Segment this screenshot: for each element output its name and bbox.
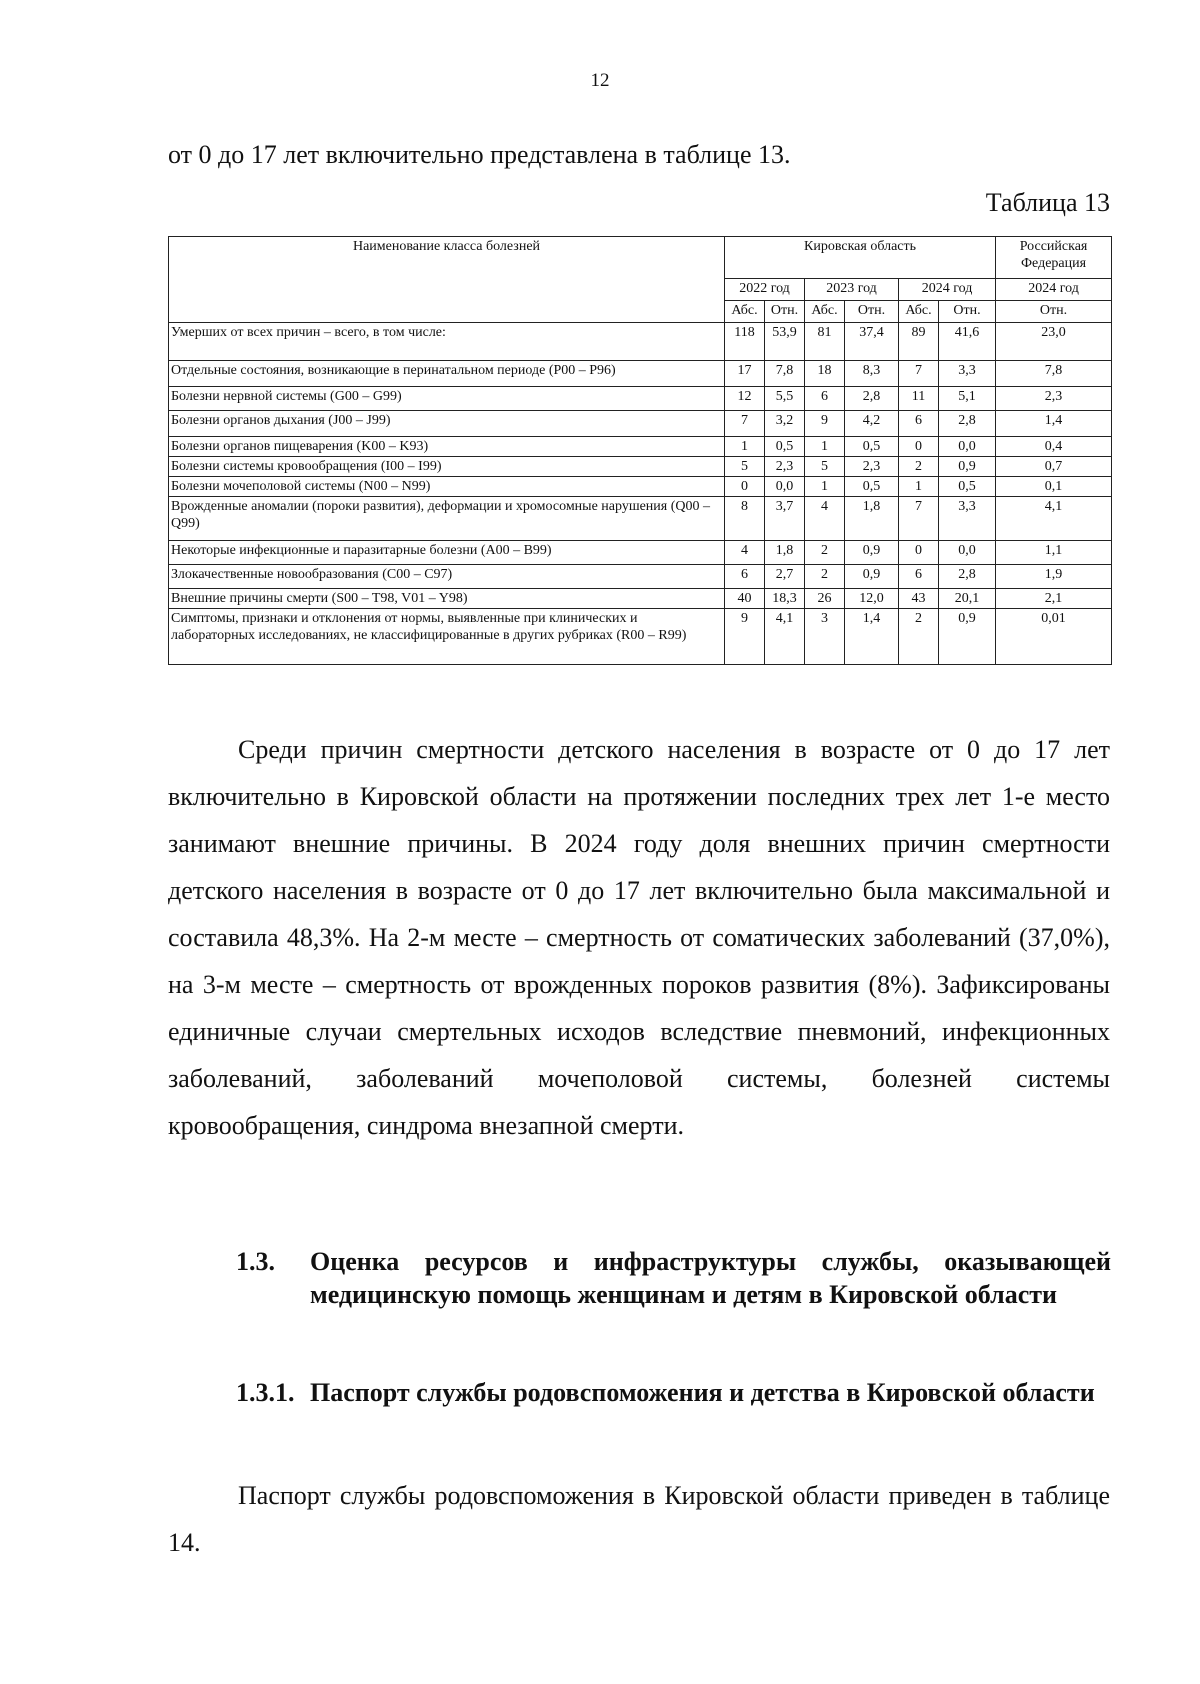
value-cell: 53,9: [765, 323, 805, 361]
table-row: [169, 497, 1112, 541]
header-kirov-region: Кировская область: [725, 237, 996, 279]
value-cell: 9: [725, 609, 765, 665]
body-paragraph: [168, 726, 1110, 1149]
disease-class-name: Врожденные аномалии (пороки развития), деформации и хромосомные нарушения (Q00 – Q99): [169, 497, 725, 541]
header-rel: Отн.: [939, 301, 996, 323]
value-cell: 5: [725, 457, 765, 477]
header-disease-class: Наименование класса болезней: [169, 237, 725, 323]
value-cell: 1,1: [996, 541, 1112, 565]
value-cell: 1: [805, 437, 845, 457]
table-row: [169, 477, 1112, 497]
disease-class-name: Симптомы, признаки и отклонения от нормы, выявленные при клинических и лабораторных исследованиях, не классифицированные в других рубриках (R00 – R99): [169, 609, 725, 665]
value-cell: 2,3: [845, 457, 899, 477]
value-cell: 89: [899, 323, 939, 361]
value-cell: 0: [899, 541, 939, 565]
value-cell: 81: [805, 323, 845, 361]
header-russian-federation: Российская Федерация: [996, 237, 1112, 279]
table-row: [169, 411, 1112, 437]
value-cell: 3,3: [939, 497, 996, 541]
disease-class-name: Злокачественные новообразования (C00 – C97): [169, 565, 725, 589]
value-cell: 0,5: [765, 437, 805, 457]
value-cell: 0: [899, 437, 939, 457]
table-row: [169, 541, 1112, 565]
value-cell: 1,8: [765, 541, 805, 565]
value-cell: 18: [805, 361, 845, 387]
value-cell: 3: [805, 609, 845, 665]
section-number: 1.3.: [236, 1247, 275, 1276]
value-cell: 0,5: [939, 477, 996, 497]
table-caption: Таблица 13: [985, 188, 1110, 217]
value-cell: 7: [899, 361, 939, 387]
header-year: 2024 год: [996, 279, 1112, 301]
value-cell: 2: [899, 457, 939, 477]
value-cell: 6: [805, 387, 845, 411]
value-cell: 26: [805, 589, 845, 609]
value-cell: 6: [725, 565, 765, 589]
disease-class-name: Умерших от всех причин – всего, в том числе:: [169, 323, 725, 361]
paragraph-text: Среди причин смертности детского населения в возрасте от 0 до 17 лет включительно в Кировской области на протяжении последних трех лет 1-е место занимают внешние причины. В 2024 году доля внешних причин смертности детского населения в возрасте от 0 до 17 лет включительно была максимальной и составила 48,3%. На 2-м месте – смертность от соматических заболеваний (37,0%), на 3-м месте – смертность от врожденных пороков развития (8%). Зафиксированы единичные случаи смертельных исходов вследствие пневмоний, инфекционных заболеваний, заболеваний мочеполовой системы, болезней системы кровообращения, синдрома внезапной смерти.: [168, 735, 1110, 1140]
disease-class-name: Болезни органов пищеварения (K00 – K93): [169, 437, 725, 457]
value-cell: 1,9: [996, 565, 1112, 589]
value-cell: 4,1: [765, 609, 805, 665]
value-cell: 1: [725, 437, 765, 457]
header-rel: Отн.: [996, 301, 1112, 323]
value-cell: 12: [725, 387, 765, 411]
header-abs: Абс.: [899, 301, 939, 323]
value-cell: 2,1: [996, 589, 1112, 609]
value-cell: 5: [805, 457, 845, 477]
table-row: [169, 609, 1112, 665]
value-cell: 12,0: [845, 589, 899, 609]
section-title: Паспорт службы родовспоможения и детства в Кировской области: [310, 1378, 1095, 1407]
value-cell: 0,9: [845, 541, 899, 565]
value-cell: 7: [725, 411, 765, 437]
value-cell: 40: [725, 589, 765, 609]
value-cell: 20,1: [939, 589, 996, 609]
value-cell: 11: [899, 387, 939, 411]
value-cell: 23,0: [996, 323, 1112, 361]
value-cell: 0,7: [996, 457, 1112, 477]
value-cell: 0,5: [845, 477, 899, 497]
value-cell: 0,0: [765, 477, 805, 497]
value-cell: 2: [805, 541, 845, 565]
disease-class-name: Болезни нервной системы (G00 – G99): [169, 387, 725, 411]
table-row: [169, 565, 1112, 589]
value-cell: 5,1: [939, 387, 996, 411]
value-cell: 2,3: [996, 387, 1112, 411]
value-cell: 17: [725, 361, 765, 387]
value-cell: 7,8: [765, 361, 805, 387]
value-cell: 4,2: [845, 411, 899, 437]
table-row: [169, 457, 1112, 477]
intro-text: от 0 до 17 лет включительно представлена в таблице 13.: [168, 140, 791, 169]
header-rel: Отн.: [765, 301, 805, 323]
value-cell: 2,8: [845, 387, 899, 411]
value-cell: 5,5: [765, 387, 805, 411]
header-abs: Абс.: [725, 301, 765, 323]
value-cell: 1,4: [996, 411, 1112, 437]
value-cell: 7,8: [996, 361, 1112, 387]
value-cell: 6: [899, 411, 939, 437]
value-cell: 6: [899, 565, 939, 589]
value-cell: 1: [805, 477, 845, 497]
value-cell: 2,8: [939, 411, 996, 437]
value-cell: 41,6: [939, 323, 996, 361]
value-cell: 7: [899, 497, 939, 541]
value-cell: 3,7: [765, 497, 805, 541]
table-row: [169, 361, 1112, 387]
value-cell: 2,7: [765, 565, 805, 589]
page-number: 12: [590, 70, 610, 91]
section-title: Оценка ресурсов и инфраструктуры службы, оказывающей медицинскую помощь женщинам и детям в Кировской области: [310, 1247, 1111, 1309]
table-row: [169, 323, 1112, 361]
closing-paragraph: Паспорт службы родовспоможения в Кировской области приведен в таблице 14.: [168, 1481, 1110, 1557]
disease-class-name: Некоторые инфекционные и паразитарные болезни (A00 – B99): [169, 541, 725, 565]
value-cell: 0,1: [996, 477, 1112, 497]
mortality-table: [168, 236, 1112, 665]
value-cell: 2,8: [939, 565, 996, 589]
section-heading-1-3: [236, 1245, 1111, 1311]
value-cell: 3,2: [765, 411, 805, 437]
header-year: 2024 год: [899, 279, 996, 301]
value-cell: 0,4: [996, 437, 1112, 457]
disease-class-name: Болезни системы кровообращения (I00 – I99): [169, 457, 725, 477]
value-cell: 43: [899, 589, 939, 609]
value-cell: 9: [805, 411, 845, 437]
value-cell: 1: [899, 477, 939, 497]
header-rel: Отн.: [845, 301, 899, 323]
table-row: [169, 387, 1112, 411]
disease-class-name: Болезни мочеполовой системы (N00 – N99): [169, 477, 725, 497]
value-cell: 4: [725, 541, 765, 565]
value-cell: 0,9: [939, 457, 996, 477]
value-cell: 2: [805, 565, 845, 589]
value-cell: 0,01: [996, 609, 1112, 665]
header-year: 2023 год: [805, 279, 899, 301]
header-year: 2022 год: [725, 279, 805, 301]
value-cell: 1,8: [845, 497, 899, 541]
disease-class-name: Отдельные состояния, возникающие в перинатальном периоде (P00 – P96): [169, 361, 725, 387]
value-cell: 37,4: [845, 323, 899, 361]
disease-class-name: Болезни органов дыхания (J00 – J99): [169, 411, 725, 437]
table-row: [169, 437, 1112, 457]
section-heading-1-3-1: [236, 1376, 1111, 1409]
value-cell: 18,3: [765, 589, 805, 609]
value-cell: 2,3: [765, 457, 805, 477]
value-cell: 2: [899, 609, 939, 665]
value-cell: 8: [725, 497, 765, 541]
value-cell: 0,9: [845, 565, 899, 589]
value-cell: 8,3: [845, 361, 899, 387]
table-row: [169, 589, 1112, 609]
value-cell: 118: [725, 323, 765, 361]
value-cell: 3,3: [939, 361, 996, 387]
value-cell: 0,0: [939, 541, 996, 565]
value-cell: 1,4: [845, 609, 899, 665]
value-cell: 0,0: [939, 437, 996, 457]
value-cell: 0,9: [939, 609, 996, 665]
value-cell: 0: [725, 477, 765, 497]
header-abs: Абс.: [805, 301, 845, 323]
value-cell: 4,1: [996, 497, 1112, 541]
section-number: 1.3.1.: [236, 1378, 295, 1407]
value-cell: 4: [805, 497, 845, 541]
value-cell: 0,5: [845, 437, 899, 457]
disease-class-name: Внешние причины смерти (S00 – T98, V01 – Y98): [169, 589, 725, 609]
